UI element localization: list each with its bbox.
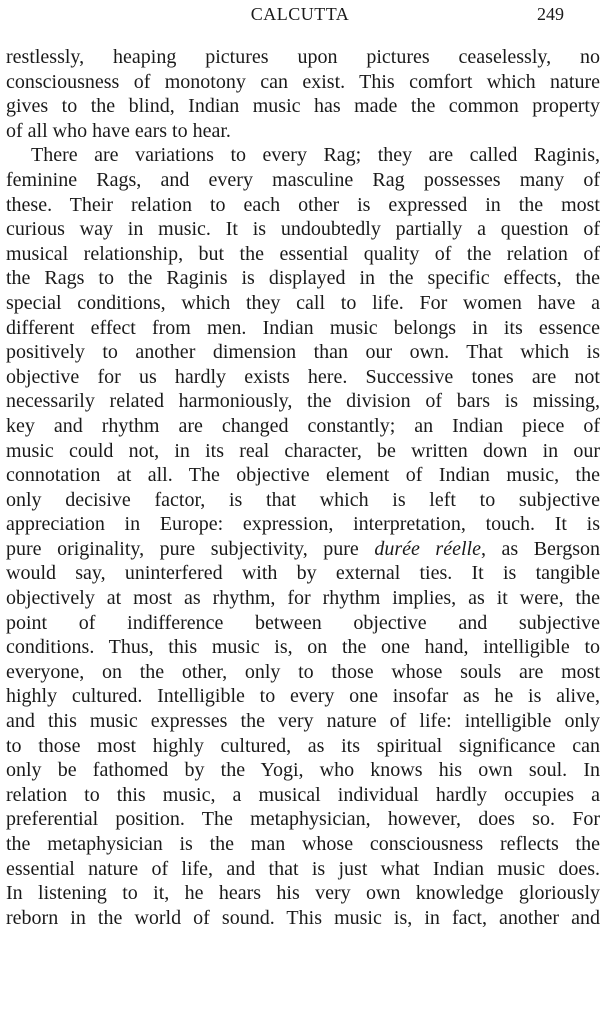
paragraph [6, 143, 600, 930]
text-line: appreciation in Europe: expression, interpretation, touch. It is [6, 513, 600, 536]
text-line: gives to the blind, Indian music has made the common property [6, 95, 600, 118]
text-line: positively to another dimension than our own. That which is [6, 341, 600, 364]
text-line-with-italic [6, 537, 600, 562]
page-number: 249 [537, 4, 564, 24]
text-line: and this music expresses the very nature of life: intelligible only [6, 710, 600, 733]
text-line: necessarily related harmoniously, the division of bars is missing, [6, 390, 600, 413]
text-line: key and rhythm are changed constantly; an Indian piece of [6, 414, 600, 437]
text-line: preferential position. The metaphysician, however, does so. For [6, 808, 600, 831]
text-line: musical relationship, but the essential quality of the relation of [6, 242, 600, 265]
text-line: only decisive factor, is that which is left to subjective [6, 488, 600, 511]
text-line: relation to this music, a musical individual hardly occupies a [6, 783, 600, 806]
text-line: point of indifference between objective and subjective [6, 611, 600, 634]
text-line: connotation at all. The objective element of Indian music, the [6, 464, 600, 487]
text-line: consciousness of monotony can exist. This comfort which nature [6, 70, 600, 93]
text-line: objectively at most as rhythm, for rhythm implies, as it were, the [6, 587, 600, 610]
text-line: to those most highly cultured, as its spiritual significance can [6, 734, 600, 757]
text-line: essential nature of life, and that is just what Indian music does. [6, 857, 600, 880]
text-line: these. Their relation to each other is expressed in the most [6, 193, 600, 216]
text-segment: pure originality, pure subjectivity, pure [6, 537, 375, 560]
text-line: different effect from men. Indian music belongs in its essence [6, 316, 600, 339]
text-line: highly cultured. Intelligible to every one insofar as he is alive, [6, 685, 600, 708]
text-line: conditions. Thus, this music is, on the one hand, intelligible to [6, 636, 600, 659]
text-line: special conditions, which they call to life. For women have a [6, 291, 600, 314]
paragraph-continuation [6, 45, 600, 143]
text-line: music could not, in its real character, be written down in our [6, 439, 600, 462]
text-line: of all who have ears to hear. [6, 119, 231, 142]
text-line: restlessly, heaping pictures upon pictures ceaselessly, no [6, 46, 600, 68]
text-segment: , as Bergson [480, 537, 600, 560]
text-line: There are variations to every Rag; they are called Raginis, [31, 144, 600, 167]
text-line: objective for us hardly exists here. Successive tones are not [6, 365, 600, 388]
body-text [6, 45, 600, 930]
text-line: the Rags to the Raginis is displayed in the specific effects, the [6, 267, 600, 290]
text-line: would say, uninterfered with by external ties. It is tangible [6, 562, 600, 585]
text-line: feminine Rags, and every masculine Rag possesses many of [6, 168, 600, 191]
text-line: only be fathomed by the Yogi, who knows his own soul. In [6, 759, 600, 782]
text-line: the metaphysician is the man whose consciousness reflects the [6, 833, 600, 855]
text-line: curious way in music. It is undoubtedly partially a question of [6, 218, 600, 241]
text-line: In listening to it, he hears his very own knowledge gloriously [6, 882, 600, 905]
text-line: everyone, on the other, only to those whose souls are most [6, 660, 600, 683]
text-line: reborn in the world of sound. This music is, in fact, another and [6, 906, 600, 929]
running-title: CALCUTTA [250, 4, 350, 24]
italic-term: durée réelle [374, 537, 481, 560]
running-head [6, 4, 594, 28]
